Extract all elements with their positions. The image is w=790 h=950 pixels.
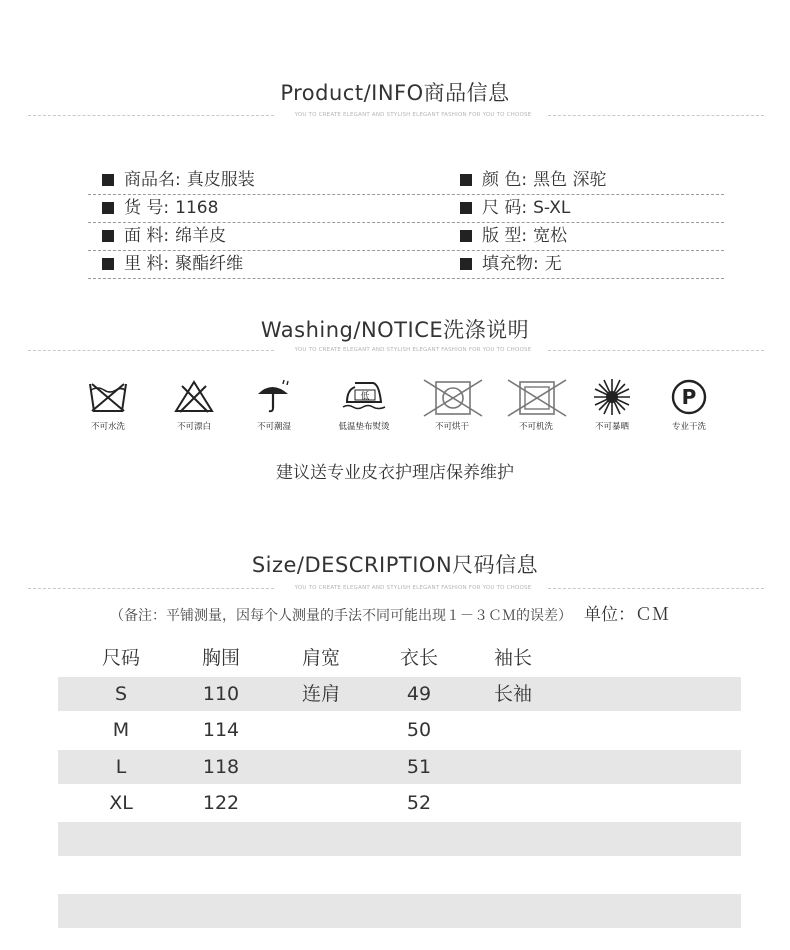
- info-label: 货 号:: [124, 198, 170, 218]
- info-item: [102, 166, 255, 194]
- table-cell: L: [115, 756, 127, 778]
- no-tumble-dry-icon: [422, 378, 482, 436]
- table-cell: 118: [202, 756, 240, 778]
- low-iron-icon: [334, 378, 394, 436]
- table-row-empty: [58, 894, 741, 928]
- no-bleach-icon: [164, 378, 224, 436]
- table-cell: 50: [406, 719, 432, 741]
- info-row: [88, 166, 724, 195]
- product-info-divider: [28, 110, 764, 120]
- table-cell: [468, 750, 558, 784]
- size-table-header: [58, 641, 741, 675]
- wash-label: 不可暴晒: [594, 422, 629, 432]
- note-text: （备注：平铺测量，因每个人测量的手法不同可能出现１－３ＣＭ的误差）: [110, 608, 572, 624]
- header-cell: 肩宽: [301, 647, 340, 669]
- no-machine-wash-icon: [506, 378, 566, 436]
- product-info-tagline: YOU TO CREATE ELEGANT AND STYLISH ELEGANT FASHION FOR YOU TO CHOOSE: [294, 112, 532, 118]
- low-iron-badge: 低: [360, 392, 370, 402]
- info-value: 真皮服装: [186, 170, 255, 190]
- table-cell: [276, 786, 366, 820]
- size-title: Size/DESCRIPTION尺码信息: [251, 553, 539, 577]
- info-value: 绵羊皮: [175, 226, 227, 246]
- washing-title: Washing/NOTICE洗涤说明: [260, 318, 530, 342]
- info-label: 尺 码:: [482, 198, 528, 218]
- no-sun-icon: [582, 378, 642, 436]
- table-cell: 114: [202, 719, 240, 741]
- info-label: 版 型:: [482, 226, 528, 246]
- info-item: [460, 166, 607, 194]
- info-label: 里 料:: [124, 254, 170, 274]
- info-label: 填充物:: [482, 254, 539, 274]
- dry-clean-badge: P: [681, 385, 697, 409]
- table-cell: S: [114, 683, 128, 705]
- table-cell: 长袖: [493, 683, 532, 705]
- header-cell: 衣长: [399, 647, 438, 669]
- table-cell: 122: [202, 792, 240, 814]
- wash-label: 不可机洗: [518, 422, 553, 432]
- info-item: [460, 222, 567, 250]
- washing-divider: [28, 345, 764, 355]
- table-cell: 51: [406, 756, 432, 778]
- table-cell: [468, 713, 558, 747]
- wash-label: 低温垫布熨烫: [338, 422, 390, 432]
- professional-dry-clean-icon: [659, 378, 719, 436]
- info-value: 1168: [175, 198, 219, 218]
- wash-label: 专业干洗: [671, 422, 706, 432]
- measurement-note: [110, 600, 750, 625]
- table-cell: 49: [406, 683, 432, 705]
- info-value: 聚酯纤维: [175, 254, 244, 274]
- unit-label: 单位：ＣＭ: [584, 605, 669, 625]
- table-cell: M: [112, 719, 130, 741]
- bullet-square-icon: [102, 258, 114, 270]
- info-label: 颜 色:: [482, 170, 528, 190]
- info-row: [88, 222, 724, 251]
- header-cell: 胸围: [201, 647, 240, 669]
- wash-label: 不可漂白: [176, 422, 211, 432]
- table-row: [58, 750, 741, 784]
- table-cell: 52: [406, 792, 432, 814]
- table-row-empty: [58, 858, 741, 892]
- wash-label: 不可水洗: [90, 422, 125, 432]
- info-value: S-XL: [533, 198, 571, 218]
- table-cell: 连肩: [301, 683, 340, 705]
- no-wash-icon: [78, 378, 138, 436]
- table-row: [58, 786, 741, 820]
- info-row: [88, 250, 724, 279]
- product-info-title: Product/INFO商品信息: [280, 81, 510, 105]
- info-item: [460, 250, 562, 278]
- table-cell: 110: [202, 683, 240, 705]
- bullet-square-icon: [460, 202, 472, 214]
- table-row-empty: [58, 822, 741, 856]
- care-advice: 建议送专业皮衣护理店保养维护: [276, 463, 514, 483]
- wash-label: 不可潮湿: [256, 422, 291, 432]
- table-cell: [468, 786, 558, 820]
- no-damp-icon: [244, 378, 304, 436]
- wash-label: 不可烘干: [434, 422, 469, 432]
- bullet-square-icon: [102, 230, 114, 242]
- table-cell: [276, 713, 366, 747]
- table-cell: XL: [109, 792, 133, 814]
- info-value: 无: [544, 254, 562, 274]
- info-item: [102, 222, 226, 250]
- header-cell: 尺码: [101, 647, 140, 669]
- size-tagline: YOU TO CREATE ELEGANT AND STYLISH ELEGANT FASHION FOR YOU TO CHOOSE: [294, 585, 532, 591]
- bullet-square-icon: [102, 174, 114, 186]
- header-cell: 袖长: [493, 647, 532, 669]
- info-item: [102, 194, 218, 222]
- info-item: [460, 194, 570, 222]
- table-row: [58, 677, 741, 711]
- bullet-square-icon: [102, 202, 114, 214]
- bullet-square-icon: [460, 258, 472, 270]
- bullet-square-icon: [460, 174, 472, 186]
- washing-tagline: YOU TO CREATE ELEGANT AND STYLISH ELEGANT FASHION FOR YOU TO CHOOSE: [294, 347, 532, 353]
- info-row: [88, 194, 724, 223]
- info-label: 商品名:: [124, 170, 181, 190]
- info-item: [102, 250, 243, 278]
- bullet-square-icon: [460, 230, 472, 242]
- table-cell: [276, 750, 366, 784]
- size-divider: [28, 583, 764, 593]
- info-value: 宽松: [533, 226, 568, 246]
- info-value: 黑色 深驼: [533, 170, 607, 190]
- table-row: [58, 713, 741, 747]
- info-label: 面 料:: [124, 226, 170, 246]
